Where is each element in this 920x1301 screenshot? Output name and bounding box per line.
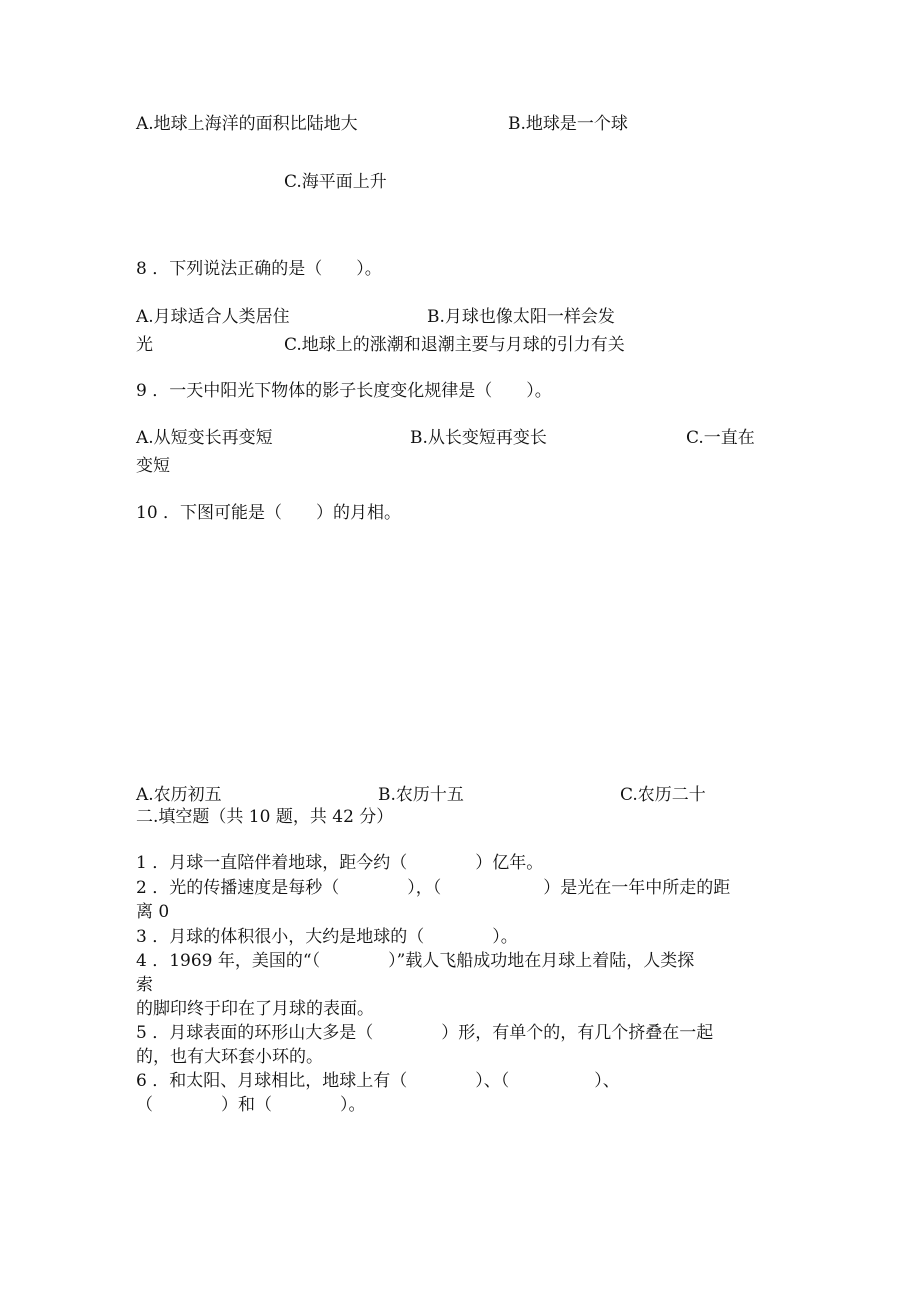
q7-option-b: B.地球是一个球	[508, 114, 628, 134]
fill-line: 索	[136, 975, 153, 995]
q10-stem: 10 ．下图可能是（ ）的月相。	[136, 503, 402, 523]
moon-phase-figure	[136, 545, 776, 765]
fill-line: 5 ．月球表面的环形山大多是（ ）形，有单个的，有几个挤叠在一起	[136, 1023, 714, 1043]
q7-option-a: A.地球上海洋的面积比陆地大	[136, 114, 358, 134]
q8-option-a: A.月球适合人类居住	[136, 307, 290, 327]
fill-line: 3 ．月球的体积很小，大约是地球的（ ）。	[136, 927, 518, 947]
q8-option-c: C.地球上的涨潮和退潮主要与月球的引力有关	[284, 335, 625, 355]
fill-line: 的，也有大环套小环的。	[136, 1047, 323, 1067]
q8-option-b: B.月球也像太阳一样会发	[427, 307, 615, 327]
q10-option-b: B.农历十五	[378, 785, 464, 805]
q9-option-a: A.从短变长再变短	[136, 428, 273, 448]
q9-stem: 9 ．一天中阳光下物体的影子长度变化规律是（ ）。	[136, 381, 552, 401]
fill-line: 的脚印终于印在了月球的表面。	[136, 999, 374, 1019]
q8-option-b-wrap: 光	[136, 335, 153, 355]
q10-option-c: C.农历二十	[620, 785, 706, 805]
fill-line: 6 ．和太阳、月球相比，地球上有（ ）、（ ）、	[136, 1071, 620, 1091]
fill-line: 2 ．光的传播速度是每秒（ ），（ ）是光在一年中所走的距	[136, 878, 731, 898]
q8-stem: 8 ．下列说法正确的是（ ）。	[136, 259, 382, 279]
q10-option-a: A.农历初五	[136, 785, 222, 805]
fill-line: （ ）和（ ）。	[136, 1095, 366, 1115]
q9-option-c-wrap: 变短	[136, 456, 170, 476]
q9-option-b: B.从长变短再变长	[410, 428, 547, 448]
section2-heading: 二.填空题（共 10 题，共 42 分）	[136, 807, 394, 827]
fill-line: 离 0	[136, 902, 170, 922]
q9-option-c: C.一直在	[686, 428, 755, 448]
fill-line: 1 ．月球一直陪伴着地球，距今约（ ）亿年。	[136, 853, 544, 873]
fill-line: 4 ．1969 年，美国的“（ ）”载人飞船成功地在月球上着陆，人类探	[136, 951, 695, 971]
q7-option-c: C.海平面上升	[284, 172, 387, 192]
